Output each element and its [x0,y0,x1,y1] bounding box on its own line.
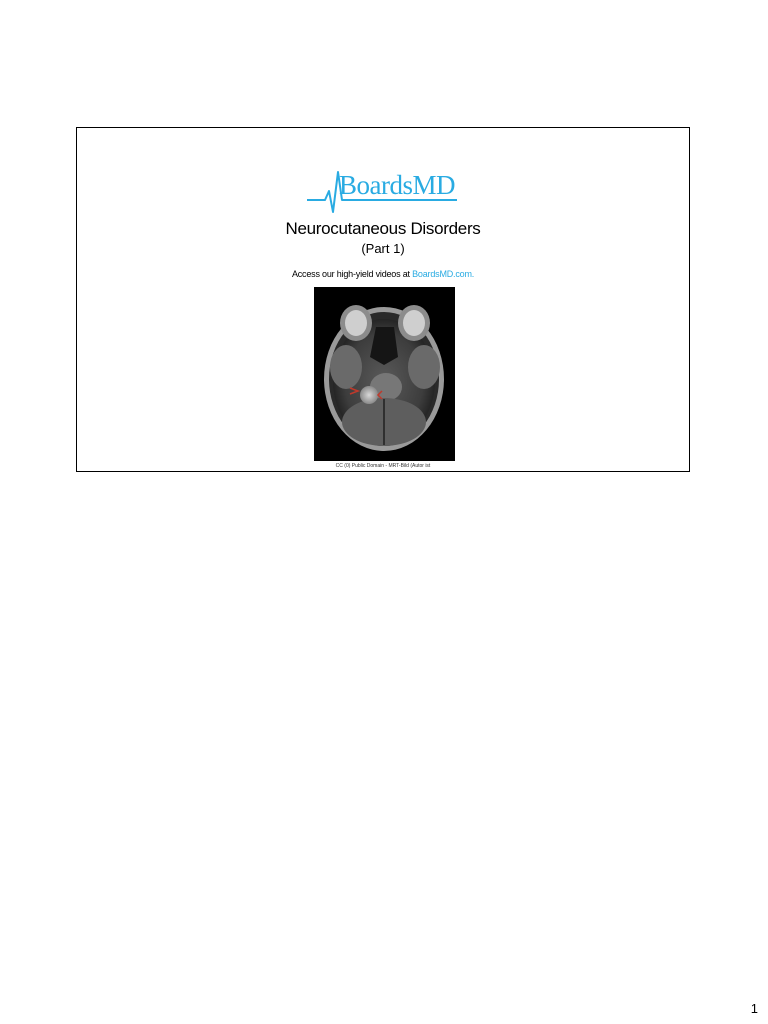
access-prefix: Access our high-yield videos at [291,269,413,279]
image-caption: CC (0) Public Domain - MRT-Bild (Autor ist [335,463,431,469]
access-text [77,269,689,279]
slide-subtitle: (Part 1) [361,241,405,256]
slide-title: Neurocutaneous Disorders [285,219,481,238]
logo-text: BoardsMD [339,170,455,200]
slide [76,127,690,472]
boardsmd-link[interactable]: BoardsMD.com. [412,269,475,279]
page-number: 1 [750,1001,758,1016]
boardsmd-logo [307,166,457,216]
mri-brain-image [314,287,455,461]
